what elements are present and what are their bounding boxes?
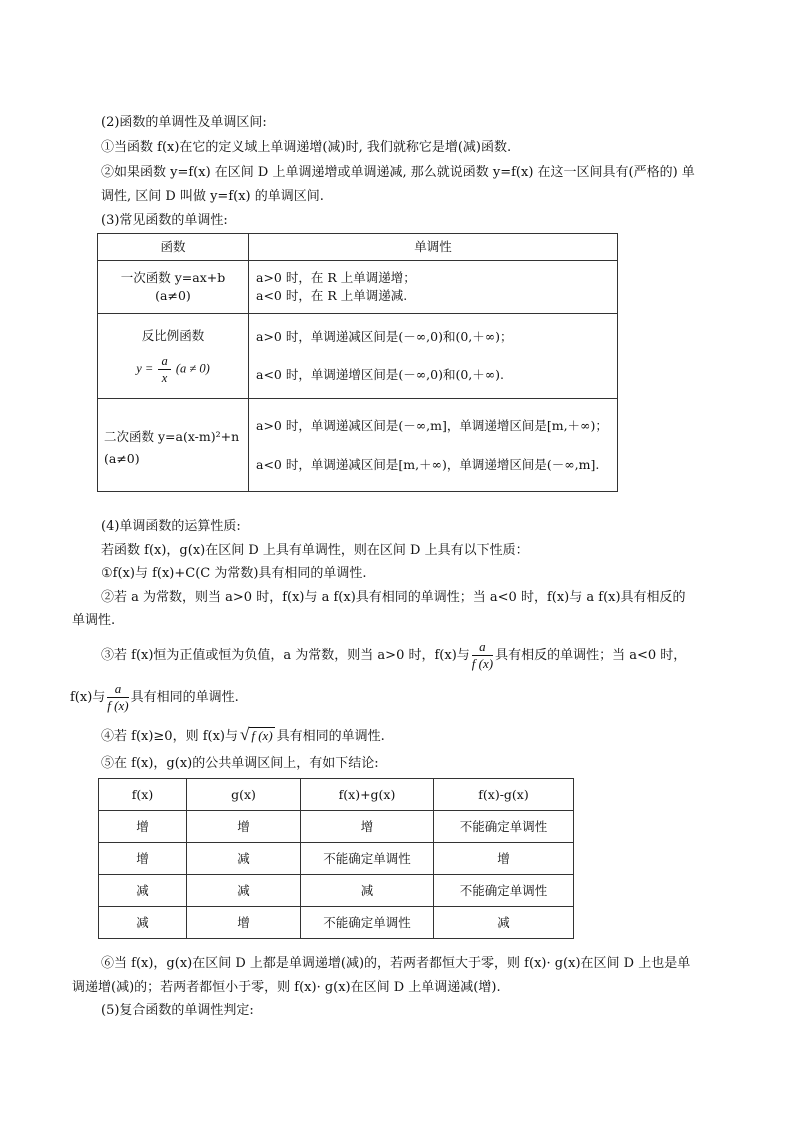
section-4-item-3a bbox=[101, 638, 686, 674]
function-name: 反比例函数 bbox=[141, 327, 205, 343]
fraction bbox=[472, 639, 493, 672]
formula-lhs: y = bbox=[136, 360, 154, 375]
monotonicity-line: a<0 时，单调递增区间是(－∞,0)和(0,＋∞). bbox=[256, 367, 505, 382]
fraction-denominator: f (x) bbox=[471, 656, 494, 671]
function-condition: (a≠0) bbox=[155, 288, 191, 303]
table-header-cell: f(x)-g(x) bbox=[434, 779, 574, 811]
monotonicity-line: a>0 时，在 R 上单调递增； bbox=[256, 270, 416, 285]
table-cell: 减 bbox=[99, 875, 187, 907]
monotonicity-cell bbox=[249, 314, 618, 399]
table-row bbox=[99, 811, 574, 843]
section-4-item-6a: ⑥当 f(x)，g(x)在区间 D 上都是单调递增(减)的，若两者都恒大于零，则 f(x)· g(x)在区间 D 上也是单 bbox=[101, 956, 691, 971]
section-3-title: (3)常见函数的单调性: bbox=[101, 213, 228, 228]
table-header-cell: f(x) bbox=[99, 779, 187, 811]
table-header-cell: g(x) bbox=[187, 779, 301, 811]
table-cell: 减 bbox=[434, 907, 574, 939]
fraction-numerator: a bbox=[107, 681, 128, 698]
monotonicity-line: a<0 时，单调递减区间是[m,＋∞)，单调递增区间是(－∞,m]. bbox=[256, 456, 600, 472]
item-3b-text-post: 具有相同的单调性. bbox=[130, 690, 239, 705]
function-condition: (a≠0) bbox=[104, 451, 140, 466]
fraction bbox=[158, 353, 170, 386]
table-header-cell: f(x)+g(x) bbox=[301, 779, 434, 811]
table-row bbox=[98, 261, 618, 314]
fraction-numerator: a bbox=[472, 639, 493, 656]
table-cell: 增 bbox=[434, 843, 574, 875]
section-2-para-2b: 调性, 区间 D 叫做 y=f(x) 的单调区间. bbox=[101, 189, 324, 204]
table-row bbox=[99, 843, 574, 875]
table-header-cell: 单调性 bbox=[249, 234, 618, 261]
table-cell: 增 bbox=[301, 811, 434, 843]
table-cell: 减 bbox=[99, 907, 187, 939]
table-cell: 减 bbox=[187, 843, 301, 875]
monotonicity-line: a>0 时，单调递减区间是(－∞,m]，单调递增区间是[m,＋∞)； bbox=[256, 417, 608, 433]
fraction-denominator: f (x) bbox=[107, 698, 129, 713]
table-cell: 增 bbox=[187, 811, 301, 843]
table-row bbox=[98, 399, 618, 492]
table-header-row bbox=[98, 234, 618, 261]
table-cell: 不能确定单调性 bbox=[301, 907, 434, 939]
section-2-para-2a: ②如果函数 y=f(x) 在区间 D 上单调递增或单调递减, 那么就说函数 y=f(x) 在这一区间具有(严格的) 单 bbox=[101, 165, 695, 180]
monotonicity-line: a<0 时，在 R 上单调递减. bbox=[256, 288, 408, 303]
section-5-title: (5)复合函数的单调性判定: bbox=[101, 1003, 254, 1018]
item-3b-text-pre: f(x)与 bbox=[70, 690, 106, 705]
table-cell: 不能确定单调性 bbox=[301, 843, 434, 875]
fraction-denominator: x bbox=[161, 370, 168, 385]
fraction-numerator: a bbox=[158, 353, 170, 370]
table-row bbox=[98, 314, 618, 399]
section-4-item-1: ①f(x)与 f(x)+C(C 为常数)具有相同的单调性. bbox=[101, 566, 367, 581]
function-name: 二次函数 y=a(x-m)²+n bbox=[104, 429, 240, 444]
square-root bbox=[240, 725, 275, 744]
item-3a-text-pre: ③若 f(x)恒为正值或恒为负值，a 为常数，则当 a>0 时，f(x)与 bbox=[101, 648, 470, 663]
section-2-title: (2)函数的单调性及单调区间: bbox=[101, 115, 267, 130]
reciprocal-formula bbox=[99, 353, 247, 386]
section-2-para-1: ①当函数 f(x)在它的定义域上单调递增(减)时, 我们就称它是增(减)函数. bbox=[101, 140, 512, 155]
section-4-intro: 若函数 f(x)，g(x)在区间 D 上具有单调性，则在区间 D 上具有以下性质： bbox=[101, 543, 529, 558]
table-cell: 增 bbox=[187, 907, 301, 939]
section-4-item-6b: 调递增(减)的；若两者都恒小于零，则 f(x)· g(x)在区间 D 上单调递减(增). bbox=[72, 980, 501, 995]
function-name: 一次函数 y=ax+b bbox=[120, 270, 226, 285]
section-4-item-3b bbox=[70, 680, 239, 716]
item-4-text-post: 具有相同的单调性. bbox=[276, 729, 385, 744]
table-cell: 减 bbox=[301, 875, 434, 907]
table-cell: 增 bbox=[99, 811, 187, 843]
sum-difference-table bbox=[98, 778, 574, 939]
fraction bbox=[107, 681, 128, 714]
function-cell bbox=[98, 314, 249, 399]
function-cell bbox=[98, 261, 249, 314]
table-cell: 不能确定单调性 bbox=[434, 811, 574, 843]
radical-icon: √ bbox=[240, 725, 250, 744]
formula-condition: (a ≠ 0) bbox=[175, 360, 210, 375]
section-4-item-4 bbox=[101, 726, 385, 746]
table-header-cell: 函数 bbox=[98, 234, 249, 261]
radicand: f (x) bbox=[251, 728, 273, 743]
monotonicity-line: a>0 时，单调递减区间是(－∞,0)和(0,＋∞)； bbox=[256, 329, 513, 344]
table-cell: 减 bbox=[187, 875, 301, 907]
item-3a-text-post: 具有相反的单调性；当 a<0 时， bbox=[495, 648, 687, 663]
monotonicity-cell bbox=[249, 399, 618, 492]
table-header-row bbox=[99, 779, 574, 811]
section-4-title: (4)单调函数的运算性质: bbox=[101, 519, 241, 534]
common-functions-table bbox=[97, 233, 618, 492]
item-4-text-pre: ④若 f(x)≥0，则 f(x)与 bbox=[101, 729, 239, 744]
table-row bbox=[99, 875, 574, 907]
monotonicity-cell bbox=[249, 261, 618, 314]
function-cell bbox=[98, 399, 249, 492]
table-cell: 增 bbox=[99, 843, 187, 875]
section-4-item-2a: ②若 a 为常数，则当 a>0 时，f(x)与 a f(x)具有相同的单调性；当 a<0 时，f(x)与 a f(x)具有相反的 bbox=[101, 590, 686, 605]
section-4-item-2b: 单调性. bbox=[72, 613, 116, 628]
table-row bbox=[99, 907, 574, 939]
section-4-item-5: ⑤在 f(x)，g(x)的公共单调区间上，有如下结论: bbox=[101, 756, 379, 771]
table-cell: 不能确定单调性 bbox=[434, 875, 574, 907]
